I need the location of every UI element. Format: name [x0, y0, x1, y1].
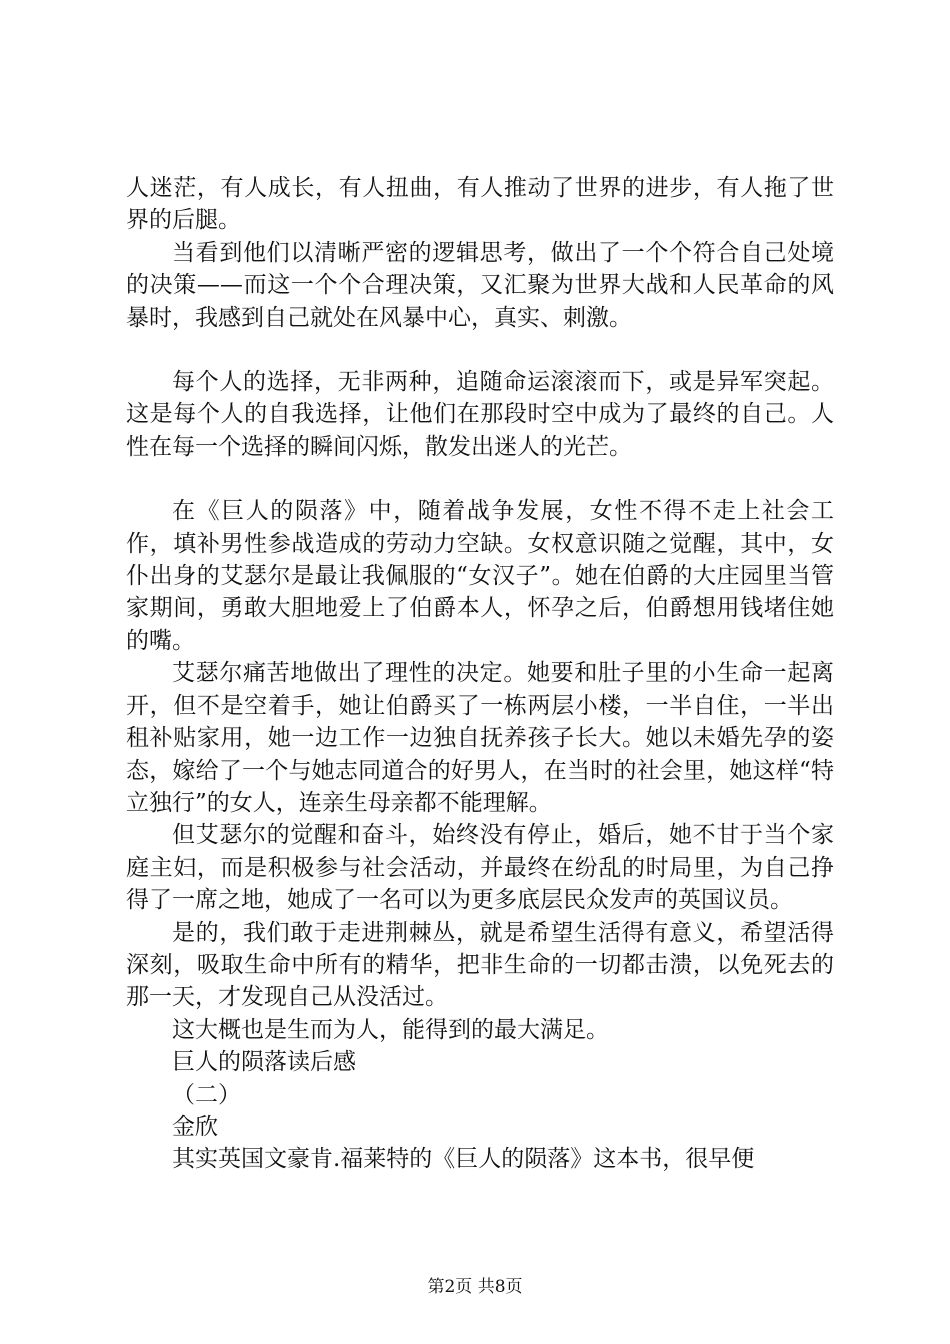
- paragraph-5: 艾瑟尔痛苦地做出了理性的决定。她要和肚子里的小生命一起离开，但不是空着手，她让伯爵买了一栋两层小楼，一半自住，一半出租补贴家用，她一边工作一边独自抚养孩子长大。她以未婚先孕的姿态，嫁给了一个与她志同道合的好男人，在当时的社会里，她这样“特立独行”的女人，连亲生母亲都不能理解。: [126, 660, 834, 816]
- section-number: （二）: [172, 1081, 241, 1108]
- paragraph-4: 在《巨人的陨落》中，随着战争发展，女性不得不走上社会工作，填补男性参战造成的劳动力空缺。女权意识随之觉醒，其中，女仆出身的艾瑟尔是最让我佩服的“女汉子”。她在伯爵的大庄园里当管家期间，勇敢大胆地爱上了伯爵本人，怀孕之后，伯爵想用钱堵住她的嘴。: [126, 498, 834, 654]
- body-text: [126, 172, 834, 1176]
- author-name: 金欣: [172, 1113, 218, 1140]
- paragraph-9: 其实英国文豪肯.福莱特的《巨人的陨落》这本书，很早便: [172, 1146, 755, 1173]
- paragraph-gap: [126, 334, 834, 366]
- paragraph-6: 但艾瑟尔的觉醒和奋斗，始终没有停止，婚后，她不甘于当个家庭主妇，而是积极参与社会活动，并最终在纷乱的时局里，为自己挣得了一席之地，她成了一名可以为更多底层民众发声的英国议员。: [126, 822, 834, 914]
- paragraph-3: 每个人的选择，无非两种，追随命运滚滚而下，或是异军突起。这是每个人的自我选择，让他们在那段时空中成为了最终的自己。人性在每一个选择的瞬间闪烁，散发出迷人的光芒。: [126, 369, 834, 460]
- paragraph-1: 人迷茫，有人成长，有人扭曲，有人推动了世界的进步，有人拖了世界的后腿。: [126, 175, 834, 234]
- paragraph-8: 这大概也是生而为人，能得到的最大满足。: [172, 1016, 609, 1043]
- paragraph-2: 当看到他们以清晰严密的逻辑思考，做出了一个个符合自己处境的决策——而这一个个合理决策，又汇聚为世界大战和人民革命的风暴时，我感到自己就处在风暴中心，真实、刺激。: [126, 239, 834, 331]
- page-number-footer: 第2页 共8页: [427, 1277, 523, 1297]
- paragraph-7: 是的，我们敢于走进荆棘丛，就是希望生活得有意义，希望活得深刻，吸取生命中所有的精华，把非生命的一切都击溃，以免死去的那一天，才发现自己从没活过。: [126, 919, 834, 1011]
- paragraph-gap: [126, 463, 834, 495]
- section-title: 巨人的陨落读后感: [172, 1049, 356, 1076]
